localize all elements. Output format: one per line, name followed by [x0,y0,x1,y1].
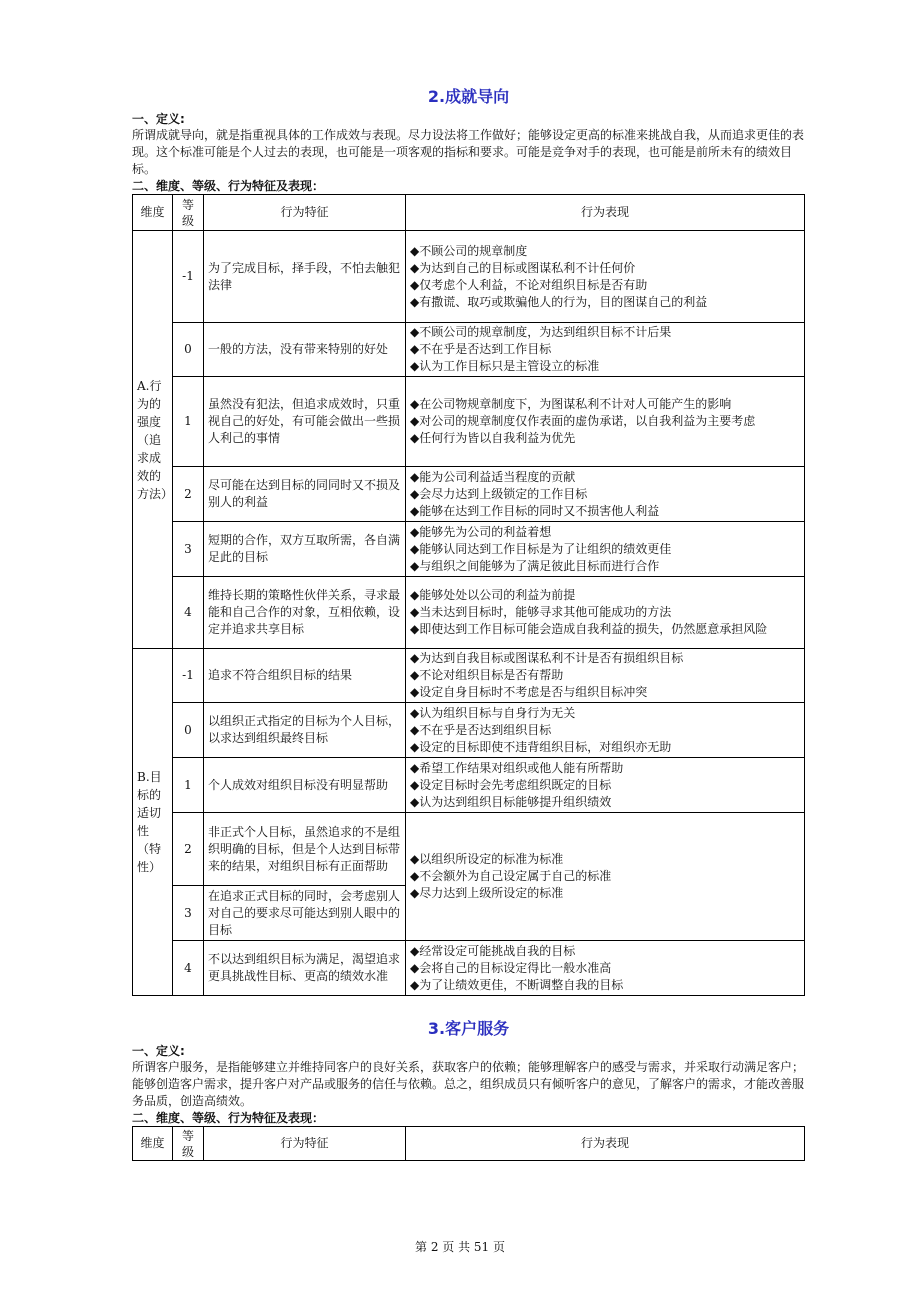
customer-service-table [132,1126,805,1161]
behavior-item: ◆认为组织目标与自身行为无关 [410,705,576,720]
header-feature: 行为特征 [204,195,406,231]
level-cell: 4 [173,941,204,996]
table-row [133,467,805,522]
level-cell: -1 [173,231,204,323]
behavior-item: ◆为达到自我目标或图谋私利不计是否有损组织目标 [410,651,684,665]
level-cell: 3 [173,522,204,577]
feature-cell: 一般的方法，没有带来特别的好处 [204,323,406,377]
behavior-item: ◆能够先为公司的利益着想 [410,524,552,539]
behavior-item: ◆不在乎是否达到组织目标 [410,722,552,737]
behavior-item: ◆希望工作结果对组织或他人能有所帮助 [410,760,624,775]
behavior-item: ◆有撒谎、取巧或欺骗他人的行为，目的图谋自己的利益 [410,294,708,309]
behavior-item: ◆尽力达到上级所设定的标准 [410,886,564,900]
dimension-cell: B.目标的适切性（特性） [133,649,173,996]
header-dim: 维度 [133,195,173,231]
behavior-cell [406,941,805,996]
behavior-cell [406,703,805,758]
behavior-item: ◆与组织之间能够为了满足彼此目标而进行合作 [410,558,660,573]
behavior-item: ◆能够认同达到工作目标是为了让组织的绩效更佳 [410,541,672,556]
table-header-row [133,1127,805,1161]
section-3-def-label: 一、定义: [132,1044,185,1058]
section-2-def-label: 一、定义: [132,112,185,126]
feature-cell: 追求不符合组织目标的结果 [204,649,406,703]
table-row [133,649,805,703]
feature-cell: 非正式个人目标，虽然追求的不是组织明确的目标，但是个人达到目标带来的结果，对组织目标有正面帮助 [204,813,406,886]
table-row [133,813,805,886]
table-header-row [133,195,805,231]
behavior-item: ◆不论对组织目标是否有帮助 [410,668,564,682]
behavior-cell [406,467,805,522]
section-2-def-text: 所谓成就导向，就是指重视具体的工作成效与表现。尽力设法将工作做好；能够设定更高的标准来挑战自我，从而追求更佳的表现。这个标准可能是个人过去的表现，也可能是一项客观的指标和要求。可能是竞争对手的表现，也可能是前所未有的绩效目标。 [132,128,805,176]
feature-cell: 短期的合作，双方互取所需，各自满足此的目标 [204,522,406,577]
level-cell: 4 [173,577,204,649]
behavior-item: ◆当未达到目标时，能够寻求其他可能成功的方法 [410,605,672,619]
table-row [133,577,805,649]
feature-cell: 虽然没有犯法，但追求成效时，只重视自己的好处，有可能会做出一些损人利己的事情 [204,377,406,467]
behavior-item: ◆仅考虑个人利益，不论对组织目标是否有助 [410,277,648,292]
behavior-item: ◆不顾公司的规章制度，为达到组织目标不计后果 [410,325,672,339]
behavior-item: ◆不会额外为自己设定属于自己的标准 [410,869,612,883]
level-cell: 3 [173,886,204,941]
behavior-cell [406,323,805,377]
behavior-item: ◆经常设定可能挑战自我的目标 [410,943,576,958]
feature-cell: 维持长期的策略性伙伴关系，寻求最能和自己合作的对象，互相依赖，设定并追求共享目标 [204,577,406,649]
behavior-cell [406,649,805,703]
section-3-def-text: 所谓客户服务，是指能够建立并维持同客户的良好关系，获取客户的依赖；能够理解客户的感受与需求，并采取行动满足客户；能够创造客户需求，提升客户对产品或服务的信任与依赖。总之，组织成员只有倾听客户的意见，了解客户的需求，才能改善服务品质，创造高绩效。 [132,1060,805,1108]
behavior-item: ◆认为工作目标只是主管设立的标准 [410,359,600,373]
feature-cell: 在追求正式目标的同时，会考虑别人对自己的要求尽可能达到别人眼中的目标 [204,886,406,941]
behavior-cell [406,758,805,813]
behavior-cell [406,813,805,941]
behavior-item: ◆在公司物规章制度下，为图谋私利不计对人可能产生的影响 [410,397,732,411]
behavior-cell [406,522,805,577]
level-cell: 1 [173,377,204,467]
section-2-dims-label: 二、维度、等级、行为特征及表现： [132,179,325,193]
page-content [132,0,805,1161]
table-row [133,758,805,813]
table-row [133,323,805,377]
level-cell: 0 [173,323,204,377]
behavior-cell [406,577,805,649]
feature-cell: 尽可能在达到目标的同同时又不损及别人的利益 [204,467,406,522]
header-level: 等级 [173,195,204,231]
table-row [133,231,805,323]
behavior-item: ◆能够处处以公司的利益为前提 [410,588,576,602]
section-3-dims-label: 二、维度、等级、行为特征及表现： [132,1111,325,1125]
behavior-item: ◆不在乎是否达到工作目标 [410,342,552,356]
behavior-cell [406,377,805,467]
level-cell: -1 [173,649,204,703]
behavior-item: ◆会将自己的目标设定得比一般水准高 [410,960,612,975]
level-cell: 2 [173,467,204,522]
behavior-item: ◆设定的目标即使不违背组织目标，对组织亦无助 [410,739,672,754]
feature-cell: 不以达到组织目标为满足，渴望追求更具挑战性目标、更高的绩效水准 [204,941,406,996]
header-behavior: 行为表现 [406,195,805,231]
feature-cell: 以组织正式指定的目标为个人目标，以求达到组织最终目标 [204,703,406,758]
table-row [133,522,805,577]
level-cell: 2 [173,813,204,886]
behavior-cell [406,231,805,323]
behavior-item: ◆能为公司利益适当程度的贡献 [410,469,576,484]
behavior-item: ◆设定自身目标时不考虑是否与组织目标冲突 [410,685,648,699]
header-behavior: 行为表现 [406,1127,805,1161]
header-dim: 维度 [133,1127,173,1161]
behavior-item: ◆不顾公司的规章制度 [410,243,528,258]
behavior-item: ◆对公司的规章制度仅作表面的虚伪承诺，以自我利益为主要考虑 [410,414,756,428]
table-row [133,377,805,467]
dimension-cell: A.行为的强度（追求成效的方法） [133,231,173,649]
behavior-item: ◆为达到自己的目标或图谋私利不计任何价 [410,260,636,275]
behavior-item: ◆认为达到组织目标能够提升组织绩效 [410,794,612,809]
behavior-item: ◆能够在达到工作目标的同时又不损害他人利益 [410,503,660,518]
level-cell: 1 [173,758,204,813]
behavior-item: ◆任何行为皆以自我利益为优先 [410,431,576,445]
behavior-item: ◆为了让绩效更佳，不断调整自我的目标 [410,977,624,992]
level-cell: 0 [173,703,204,758]
page-footer: 第 2 页 共 51 页 [415,1240,505,1254]
section-2-title: 2.成就导向 [427,87,510,106]
achievement-table [132,194,805,996]
behavior-item: ◆即使达到工作目标可能会造成自我利益的损失，仍然愿意承担风险 [410,622,768,636]
feature-cell: 为了完成目标，择手段，不怕去触犯法律 [204,231,406,323]
table-row [133,941,805,996]
header-feature: 行为特征 [204,1127,406,1161]
section-3-title: 3.客户服务 [427,1019,510,1038]
behavior-item: ◆会尽力达到上级锁定的工作目标 [410,486,588,501]
table-row [133,703,805,758]
feature-cell: 个人成效对组织目标没有明显帮助 [204,758,406,813]
behavior-item: ◆以组织所设定的标准为标准 [410,852,564,866]
behavior-item: ◆设定目标时会先考虑组织既定的目标 [410,777,612,792]
header-level: 等级 [173,1127,204,1161]
